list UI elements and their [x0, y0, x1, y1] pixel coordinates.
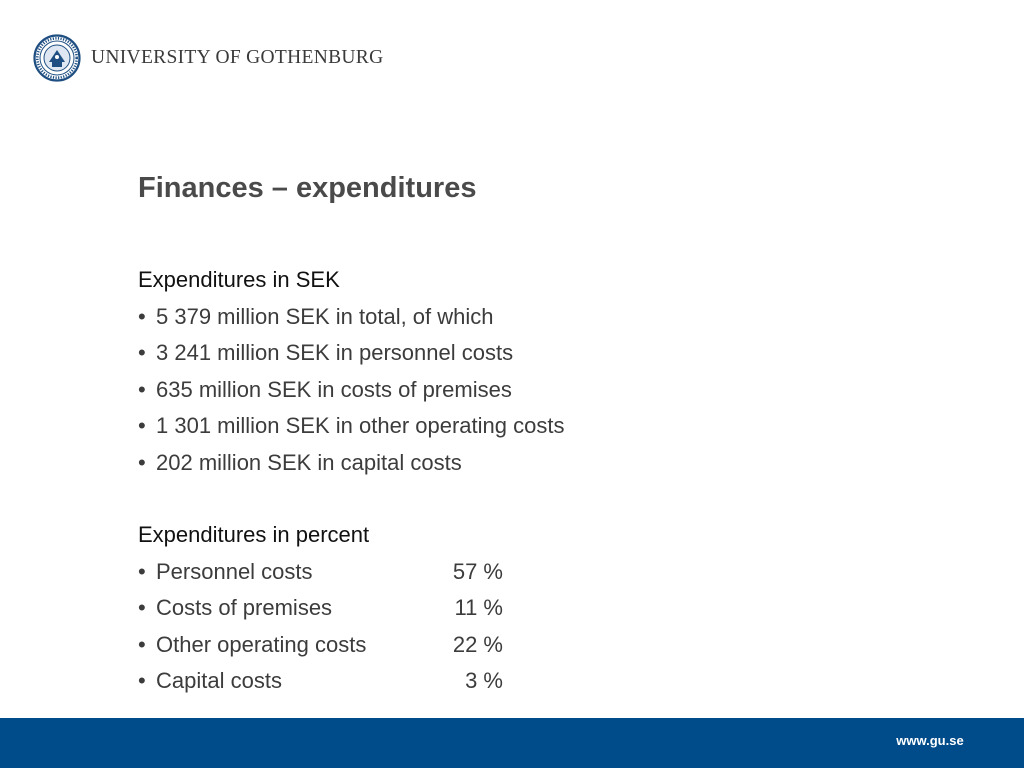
- bullet: •: [138, 449, 146, 475]
- slide-title: Finances – expenditures: [138, 172, 477, 204]
- bullet: •: [138, 558, 146, 584]
- bullet: •: [138, 413, 146, 438]
- percent-value: 22 %: [452, 631, 503, 657]
- percent-value: 11 %: [454, 595, 503, 620]
- university-seal-icon: [33, 34, 81, 82]
- list-item: [138, 299, 838, 336]
- university-name: UNIVERSITY OF GOTHENBURG: [91, 47, 384, 68]
- list-item: [138, 590, 838, 627]
- bullet: •: [138, 631, 146, 657]
- list-item-text: 635 million SEK in costs of premises: [156, 376, 512, 402]
- list-item-text: 1 301 million SEK in other operating costs: [156, 413, 565, 438]
- list-item: [138, 372, 838, 409]
- bullet: •: [138, 668, 146, 693]
- list-item: [138, 663, 838, 700]
- bullet: •: [138, 376, 146, 402]
- sek-section-heading: Expenditures in SEK: [138, 267, 340, 292]
- list-item: [138, 445, 838, 482]
- percent-label: Costs of premises: [156, 595, 333, 620]
- list-item-text: 5 379 million SEK in total, of which: [156, 303, 494, 329]
- slide-content: [138, 262, 838, 700]
- percent-value: 57 %: [452, 558, 503, 584]
- list-item: [138, 554, 838, 591]
- percent-bullet-list: [138, 554, 838, 700]
- header: [33, 33, 383, 83]
- bullet: •: [138, 340, 146, 365]
- footer-bar: [0, 718, 1024, 768]
- footer-url-link[interactable]: www.gu.se: [896, 733, 964, 748]
- list-item: [138, 408, 838, 445]
- percent-label: Personnel costs: [156, 558, 313, 584]
- percent-label: Capital costs: [156, 668, 282, 693]
- percent-label: Other operating costs: [156, 631, 367, 657]
- percent-value: 3 %: [465, 668, 503, 693]
- list-item-text: 202 million SEK in capital costs: [156, 449, 462, 475]
- percent-section-heading: Expenditures in percent: [138, 522, 370, 547]
- bullet: •: [138, 303, 146, 329]
- list-item: [138, 627, 838, 664]
- bullet: •: [138, 595, 146, 620]
- sek-bullet-list: [138, 299, 838, 482]
- list-item-text: 3 241 million SEK in personnel costs: [156, 340, 514, 365]
- percent-section: [138, 517, 838, 700]
- list-item: [138, 335, 838, 372]
